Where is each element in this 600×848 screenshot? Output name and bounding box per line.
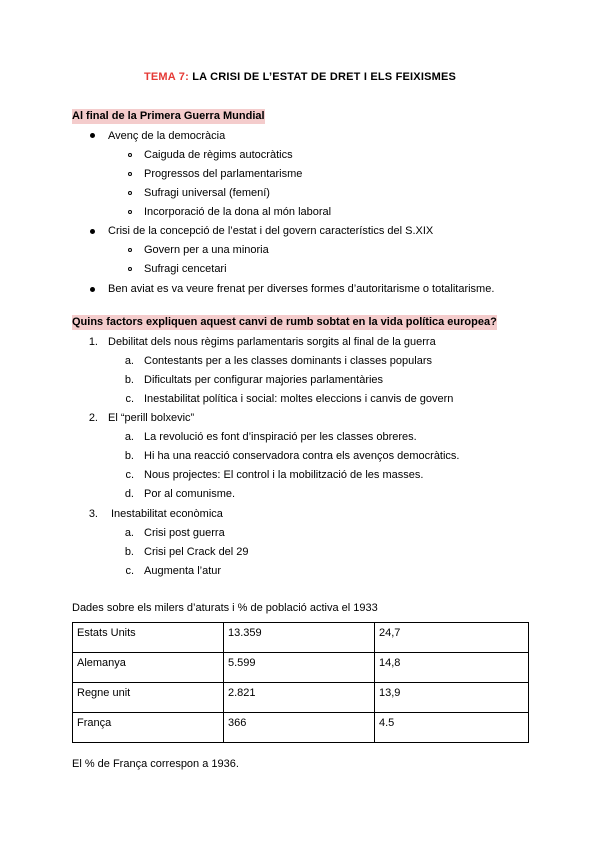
list-letter: c.	[125, 565, 134, 577]
list-subitem: Caiguda de règims autocràtics	[144, 149, 293, 161]
list-letter: a.	[124, 355, 134, 367]
table-row	[73, 623, 529, 653]
bullet-circle-icon	[128, 248, 132, 252]
footnote: El % de França correspon a 1936.	[72, 758, 239, 770]
list-letter: c.	[125, 469, 134, 481]
bullet-circle-icon	[128, 191, 132, 195]
table-cell: 14,8	[375, 653, 529, 683]
list-letter: a.	[124, 527, 134, 539]
table-cell: 366	[224, 713, 375, 743]
list-number: 3.	[88, 508, 98, 520]
list-letter: b.	[124, 374, 134, 386]
table-cell: Estats Units	[73, 623, 224, 653]
bullet-disc-icon	[90, 133, 95, 138]
page-title	[0, 71, 600, 83]
list-subitem: Contestants per a les classes dominants i classes populars	[144, 355, 432, 367]
list-subitem: Dificultats per configurar majories parlamentàries	[144, 374, 384, 386]
bullet-disc-icon	[90, 287, 95, 292]
table-cell: 2.821	[224, 683, 375, 713]
list-item: Debilitat dels nous règims parlamentaris sorgits al final de la guerra	[108, 336, 436, 348]
table-cell: Alemanya	[73, 653, 224, 683]
title-prefix: TEMA 7:	[143, 71, 189, 83]
table-cell: França	[73, 713, 224, 743]
list-subitem: La revolució es font d’inspiració per les classes obreres.	[144, 431, 417, 443]
list-letter: a.	[124, 431, 134, 443]
list-item: Avenç de la democràcia	[108, 130, 226, 142]
list-number: 1.	[88, 336, 98, 348]
section2-heading: Quins factors expliquen aquest canvi de rumb sobtat en la vida política europea?	[72, 316, 497, 328]
list-item: Inestabilitat econòmica	[111, 508, 223, 520]
list-subitem: Crisi post guerra	[144, 527, 225, 539]
bullet-circle-icon	[128, 267, 132, 271]
list-letter: d.	[124, 488, 134, 500]
table-caption: Dades sobre els milers d’aturats i % de població activa el 1933	[72, 602, 378, 614]
table-cell: Regne unit	[73, 683, 224, 713]
table-cell: 13,9	[375, 683, 529, 713]
list-subitem: Hi ha una reacció conservadora contra els avenços democràtics.	[144, 450, 460, 462]
bullet-circle-icon	[128, 172, 132, 176]
list-subitem: Sufragi universal (femení)	[144, 187, 270, 199]
list-letter: b.	[124, 546, 134, 558]
bullet-disc-icon	[90, 229, 95, 234]
list-subitem: Augmenta l’atur	[144, 565, 222, 577]
table-row	[73, 713, 529, 743]
list-letter: b.	[124, 450, 134, 462]
table-row	[73, 653, 529, 683]
bullet-circle-icon	[128, 210, 132, 214]
list-item: Crisi de la concepció de l’estat i del govern característics del S.XIX	[108, 225, 434, 237]
list-subitem: Incorporació de la dona al món laboral	[144, 206, 332, 218]
table-cell: 5.599	[224, 653, 375, 683]
list-letter: c.	[125, 393, 134, 405]
table-cell: 13.359	[224, 623, 375, 653]
list-subitem: Inestabilitat política i social: moltes eleccions i canvis de govern	[144, 393, 454, 405]
table-cell: 4.5	[375, 713, 529, 743]
list-subitem: Crisi pel Crack del 29	[144, 546, 249, 558]
bullet-circle-icon	[128, 153, 132, 157]
list-item: Ben aviat es va veure frenat per diverses formes d’autoritarisme o totalitarisme.	[108, 283, 495, 295]
section1-heading: Al final de la Primera Guerra Mundial	[72, 110, 265, 122]
list-number: 2.	[88, 412, 98, 424]
list-item: El “perill bolxevic”	[108, 412, 195, 424]
table-cell: 24,7	[375, 623, 529, 653]
list-subitem: Sufragi cencetari	[144, 263, 227, 275]
data-table	[72, 622, 529, 743]
title-text: LA CRISI DE L’ESTAT DE DRET I ELS FEIXISMES	[188, 71, 457, 83]
list-subitem: Progressos del parlamentarisme	[144, 168, 303, 180]
list-subitem: Govern per a una minoria	[144, 244, 269, 256]
table-row	[73, 683, 529, 713]
list-subitem: Por al comunisme.	[144, 488, 236, 500]
list-subitem: Nous projectes: El control i la mobilització de les masses.	[144, 469, 424, 481]
